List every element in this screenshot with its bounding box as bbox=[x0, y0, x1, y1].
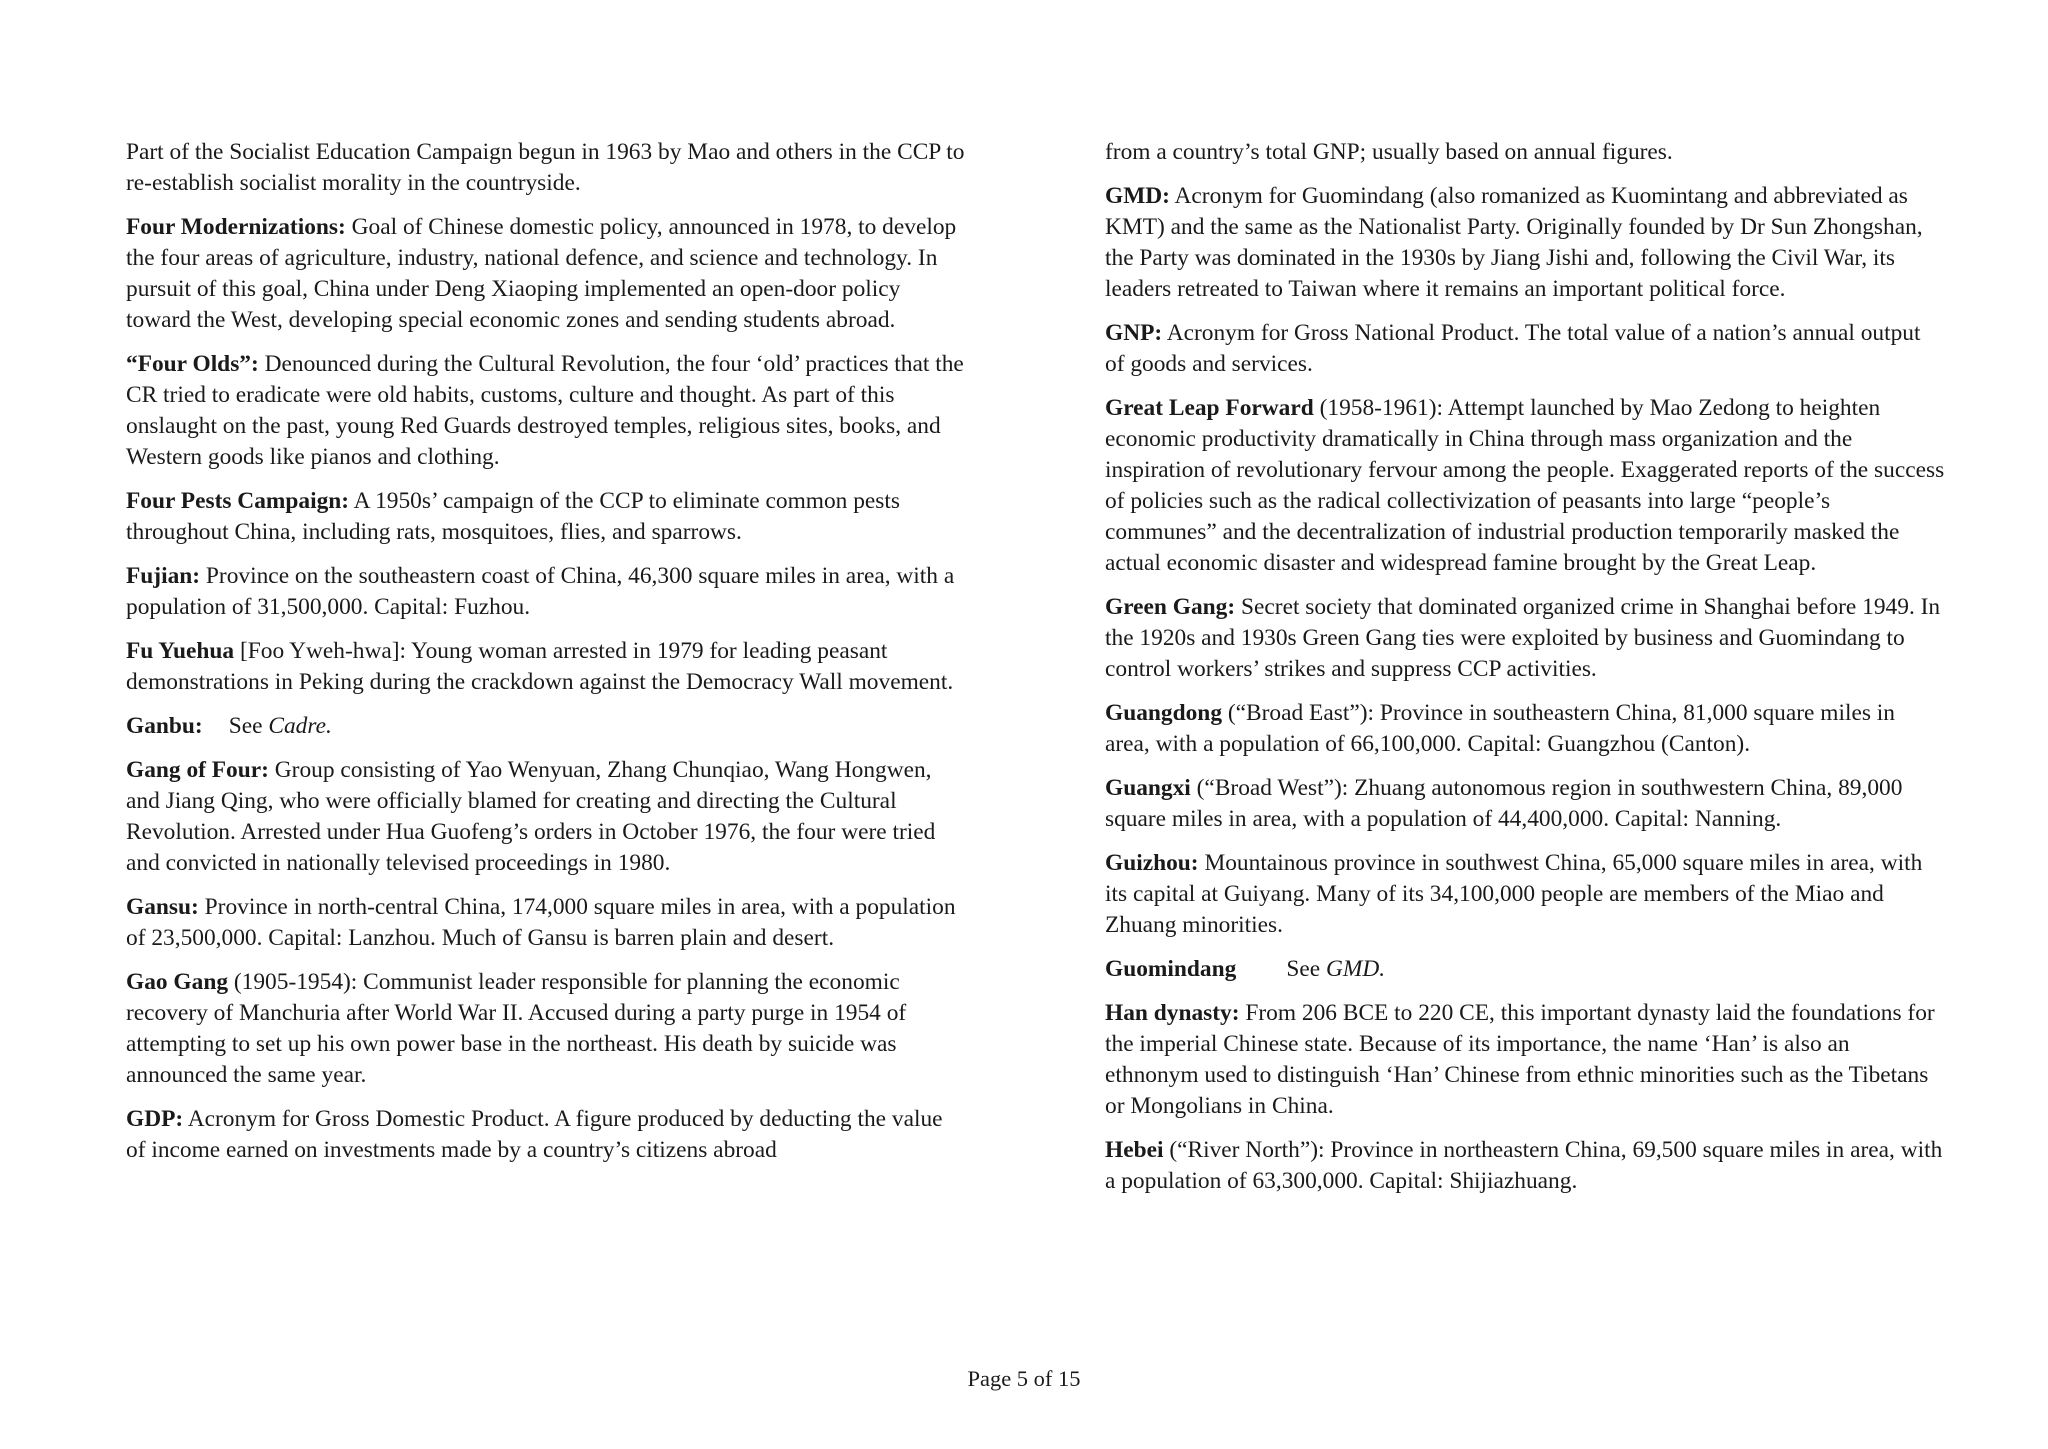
entry-gao-gang bbox=[126, 967, 966, 1091]
entry-term: Gao Gang bbox=[126, 969, 229, 995]
entry-guangdong bbox=[1105, 698, 1945, 760]
entry-definition: A 1950s’ campaign of the CCP to eliminate common pests throughout China, including rats, mosquitoes, flies, and sparrows. bbox=[126, 488, 901, 545]
entry-gdp bbox=[126, 1104, 966, 1166]
entry-han-dynasty bbox=[1105, 998, 1945, 1122]
cross-reference: Cadre. bbox=[268, 713, 332, 739]
entry-term: Fujian: bbox=[126, 563, 201, 589]
entry-term: Guangxi bbox=[1105, 775, 1191, 801]
entry-term: Fu Yuehua bbox=[126, 638, 235, 664]
page-number: Page 5 of 15 bbox=[967, 1366, 1081, 1391]
entry-definition: [Foo Yweh-hwa]: Young woman arrested in 1979 for leading peasant demonstrations in Peking during the crackdown against the Democracy Wall movement. bbox=[126, 638, 954, 695]
entry-term: GNP: bbox=[1105, 320, 1163, 346]
entry-green-gang bbox=[1105, 592, 1945, 685]
entry-gang-of-four bbox=[126, 755, 966, 879]
entry-definition: (1905-1954): Communist leader responsible for planning the economic recovery of Manchuria after World War II. Accused during a party purge in 1954 of attempting to set up his own power base in the northeast. His death by suicide was announced the same year. bbox=[126, 969, 907, 1088]
entry-term: Four Pests Campaign: bbox=[126, 488, 350, 514]
entry-gansu bbox=[126, 892, 966, 954]
entry-definition: Province in north-central China, 174,000 square miles in area, with a population of 23,500,000. Capital: Lanzhou. Much of Gansu is barren plain and desert. bbox=[126, 894, 956, 951]
right-column bbox=[1105, 137, 1945, 1210]
entry-definition: Province on the southeastern coast of China, 46,300 square miles in area, with a population of 31,500,000. Capital: Fuzhou. bbox=[126, 563, 955, 620]
entry-term: GDP: bbox=[126, 1106, 184, 1132]
entry-four-modernizations bbox=[126, 212, 966, 336]
see-label: See bbox=[228, 713, 263, 739]
entry-definition: (“River North”): Province in northeastern China, 69,500 square miles in area, with a population of 63,300,000. Capital: Shijiazhuang. bbox=[1105, 1137, 1943, 1194]
entry-definition: Mountainous province in southwest China, 65,000 square miles in area, with its capital at Guiyang. Many of its 34,100,000 people are members of the Miao and Zhuang minorities. bbox=[1105, 850, 1923, 938]
entry-continuation bbox=[126, 137, 966, 199]
entry-definition: Acronym for Guomindang (also romanized as Kuomintang and abbreviated as KMT) and the same as the Nationalist Party. Originally founded by Dr Sun Zhongshan, the Party was dominated in the 1930s by Jiang Jishi and, following the Civil War, its leaders retreated to Taiwan where it remains an important political force. bbox=[1105, 183, 1923, 302]
entry-definition: From 206 BCE to 220 CE, this important dynasty laid the foundations for the imperial Chinese state. Because of its importance, the name ‘Han’ is also an ethnonym used to distinguish ‘Han’ Chinese from ethnic minorities such as the Tibetans or Mongolians in China. bbox=[1105, 1000, 1935, 1119]
entry-four-pests-campaign bbox=[126, 486, 966, 548]
cross-reference: GMD. bbox=[1325, 956, 1386, 982]
entry-fujian bbox=[126, 561, 966, 623]
entry-definition: Secret society that dominated organized crime in Shanghai before 1949. In the 1920s and 1930s Green Gang ties were exploited by business and Guomindang to control workers’ strikes and suppress CCP activities. bbox=[1105, 594, 1941, 682]
entry-term: Han dynasty: bbox=[1105, 1000, 1240, 1026]
entry-guangxi bbox=[1105, 773, 1945, 835]
left-column bbox=[126, 137, 966, 1179]
entry-term: Gang of Four: bbox=[126, 757, 269, 783]
entry-continuation bbox=[1105, 137, 1945, 168]
entry-term: Guizhou: bbox=[1105, 850, 1199, 876]
see-label: See bbox=[1286, 956, 1321, 982]
entry-term: Guomindang bbox=[1105, 956, 1237, 982]
entry-term: “Four Olds”: bbox=[126, 351, 259, 377]
entry-term: GMD: bbox=[1105, 183, 1170, 209]
entry-gmd bbox=[1105, 181, 1945, 305]
entry-term: Ganbu: bbox=[126, 713, 203, 739]
entry-definition: (“Broad West”): Zhuang autonomous region in southwestern China, 89,000 square miles in area, with a population of 44,400,000. Capital: Nanning. bbox=[1105, 775, 1903, 832]
entry-definition: (1958-1961): Attempt launched by Mao Zedong to heighten economic productivity dramatically in China through mass organization and the inspiration of revolutionary fervour among the people. Exaggerated reports of the success of policies such as the radical collectivization of peasants into large “people’s communes” and the decentralization of industrial production temporarily masked the actual economic disaster and widespread famine brought by the Great Leap. bbox=[1105, 395, 1945, 576]
entry-gnp bbox=[1105, 318, 1945, 380]
entry-text: from a country’s total GNP; usually based on annual figures. bbox=[1105, 139, 1673, 165]
entry-term: Great Leap Forward bbox=[1105, 395, 1314, 421]
entry-definition: Group consisting of Yao Wenyuan, Zhang Chunqiao, Wang Hongwen, and Jiang Qing, who were officially blamed for creating and directing the Cultural Revolution. Arrested under Hua Guofeng’s orders in October 1976, the four were tried and convicted in nationally televised proceedings in 1980. bbox=[126, 757, 936, 876]
entry-term: Hebei bbox=[1105, 1137, 1164, 1163]
entry-great-leap-forward bbox=[1105, 393, 1945, 579]
entry-ganbu bbox=[126, 711, 966, 742]
entry-guizhou bbox=[1105, 848, 1945, 941]
entry-four-olds bbox=[126, 349, 966, 473]
entry-hebei bbox=[1105, 1135, 1945, 1197]
entry-term: Green Gang: bbox=[1105, 594, 1236, 620]
entry-fu-yuehua bbox=[126, 636, 966, 698]
entry-guomindang bbox=[1105, 954, 1945, 985]
entry-term: Four Modernizations: bbox=[126, 214, 346, 240]
entry-term: Gansu: bbox=[126, 894, 199, 920]
entry-term: Guangdong bbox=[1105, 700, 1223, 726]
entry-definition: (“Broad East”): Province in southeastern China, 81,000 square miles in area, with a population of 66,100,000. Capital: Guangzhou (Canton). bbox=[1105, 700, 1895, 757]
entry-text: Part of the Socialist Education Campaign begun in 1963 by Mao and others in the CCP to re-establish socialist morality in the countryside. bbox=[126, 139, 965, 196]
entry-definition: Acronym for Gross National Product. The total value of a nation’s annual output of goods and services. bbox=[1105, 320, 1921, 377]
entry-definition: Goal of Chinese domestic policy, announced in 1978, to develop the four areas of agriculture, industry, national defence, and science and technology. In pursuit of this goal, China under Deng Xiaoping implemented an open-door policy toward the West, developing special economic zones and sending students abroad. bbox=[126, 214, 957, 333]
entry-definition: Acronym for Gross Domestic Product. A figure produced by deducting the value of income earned on investments made by a country’s citizens abroad bbox=[126, 1106, 943, 1163]
entry-definition: Denounced during the Cultural Revolution, the four ‘old’ practices that the CR tried to eradicate were old habits, customs, culture and thought. As part of this onslaught on the past, young Red Guards destroyed temples, religious sites, books, and Western goods like pianos and clothing. bbox=[126, 351, 964, 470]
